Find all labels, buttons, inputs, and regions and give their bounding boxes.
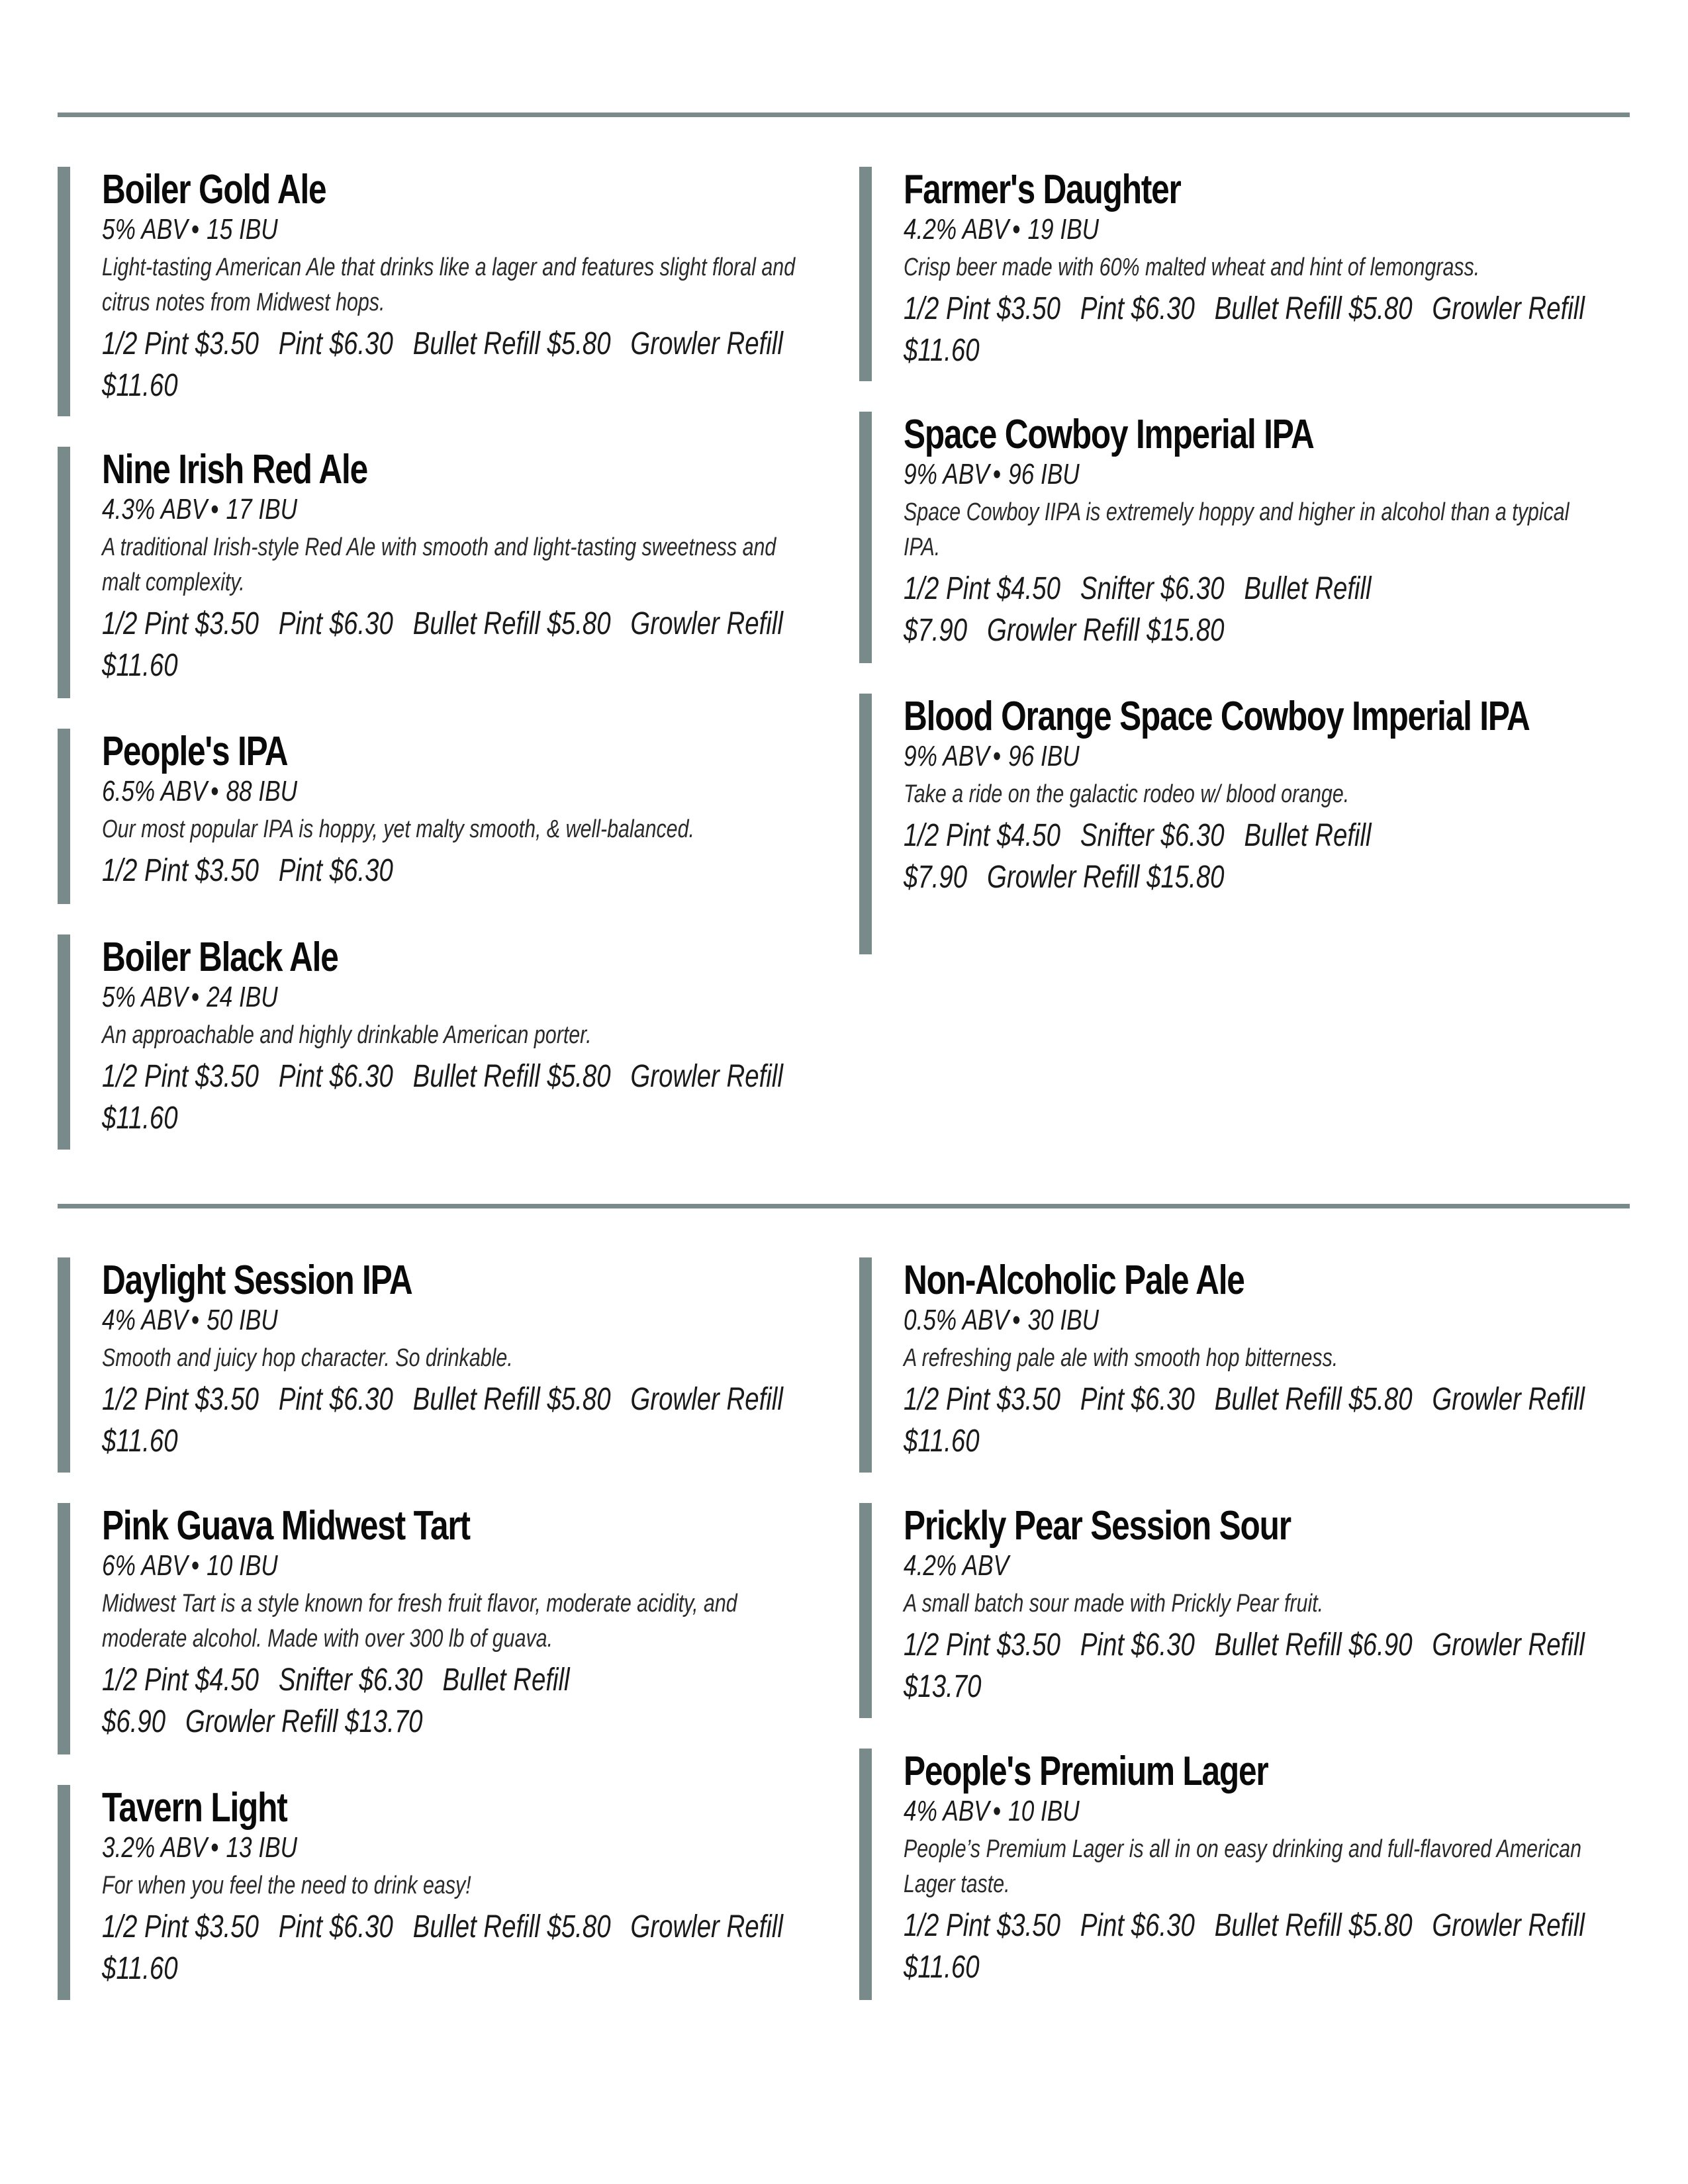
price-item: Bullet Refill $5.80: [1214, 1382, 1413, 1417]
ibu: 30 IBU: [1027, 1304, 1100, 1336]
price-item: Growler Refill $11.60: [904, 1908, 1585, 1985]
section-1-left-column: [58, 167, 799, 1180]
price-item: Snifter $6.30: [1080, 818, 1225, 853]
beer-card-peoples-ipa: [58, 729, 799, 904]
price-list: [102, 1903, 796, 1991]
beer-stats: [904, 210, 1592, 249]
price-list: [102, 600, 796, 688]
beer-stats: [102, 1301, 790, 1340]
price-list: [904, 1376, 1597, 1463]
price-list: [102, 1376, 796, 1463]
abv: 0.5% ABV: [904, 1304, 1009, 1336]
price-item: Pint $6.30: [278, 1059, 393, 1094]
price-item: 1/2 Pint $3.50: [102, 326, 259, 361]
price-item: Growler Refill $11.60: [102, 606, 783, 683]
price-item: Bullet Refill $5.80: [412, 326, 611, 361]
beer-stats: [102, 210, 790, 249]
beer-stats: [904, 455, 1592, 494]
price-item: Pint $6.30: [1080, 1627, 1195, 1662]
price-item: Growler Refill $11.60: [904, 1382, 1585, 1459]
price-item: 1/2 Pint $3.50: [102, 1059, 259, 1094]
separator-dot-icon: •: [210, 1831, 219, 1864]
price-item: Pint $6.30: [278, 326, 393, 361]
price-item: Growler Refill $11.60: [904, 291, 1585, 368]
beer-description: An approachable and highly drinkable American porter.: [102, 1021, 592, 1049]
beer-stats: [904, 1547, 1592, 1585]
price-item: 1/2 Pint $3.50: [904, 1908, 1060, 1943]
beer-card-peoples-premium-lager: [859, 1749, 1601, 2000]
separator-dot-icon: •: [191, 213, 199, 246]
price-item: Bullet Refill $5.80: [412, 1059, 611, 1094]
ibu: 96 IBU: [1008, 458, 1080, 490]
beer-description: A small batch sour made with Prickly Pear fruit.: [904, 1590, 1324, 1617]
price-list: [102, 847, 796, 893]
separator-dot-icon: •: [992, 458, 1001, 490]
ibu: 19 IBU: [1027, 213, 1100, 246]
beer-description: Smooth and juicy hop character. So drinkable.: [102, 1344, 513, 1372]
price-item: Pint $6.30: [278, 1382, 393, 1417]
abv: 4.2% ABV: [904, 213, 1009, 246]
beer-description: A traditional Irish-style Red Ale with smooth and light-tasting sweetness and malt complexity.: [102, 533, 776, 596]
beer-name: People's IPA: [102, 729, 288, 774]
separator-dot-icon: •: [191, 1549, 199, 1582]
section-2-right-column: [859, 1257, 1601, 2030]
price-item: 1/2 Pint $4.50: [904, 571, 1060, 606]
price-item: Pint $6.30: [1080, 291, 1195, 326]
price-item: Bullet Refill $5.80: [412, 606, 611, 641]
price-item: Bullet Refill $5.80: [412, 1909, 611, 1944]
beer-card-non-alcoholic-pale-ale: [859, 1257, 1601, 1473]
beer-stats: [102, 1547, 790, 1585]
beer-card-nine-irish-red-ale: [58, 447, 799, 698]
abv: 4% ABV: [904, 1795, 990, 1827]
price-item: Bullet Refill $7.90: [904, 571, 1372, 648]
price-item: 1/2 Pint $3.50: [102, 1382, 259, 1417]
section-2-left-column: [58, 1257, 799, 2030]
beer-name: Non-Alcoholic Pale Ale: [904, 1257, 1244, 1303]
abv: 3.2% ABV: [102, 1831, 208, 1864]
beer-description: For when you feel the need to drink easy!: [102, 1872, 471, 1899]
beer-name: Tavern Light: [102, 1785, 287, 1831]
beer-description: Midwest Tart is a style known for fresh fruit flavor, moderate acidity, and moderate alcohol. Made with over 300 lb of guava.: [102, 1590, 737, 1653]
beer-name: Daylight Session IPA: [102, 1257, 412, 1303]
price-item: Pint $6.30: [278, 606, 393, 641]
beer-name: Boiler Black Ale: [102, 934, 338, 980]
price-list: [904, 1902, 1597, 1989]
abv: 9% ABV: [904, 458, 990, 490]
price-item: Bullet Refill $5.80: [1214, 1908, 1413, 1943]
separator-dot-icon: •: [992, 740, 1001, 772]
beer-description: Crisp beer made with 60% malted wheat and hint of lemongrass.: [904, 253, 1480, 281]
price-item: Bullet Refill $6.90: [1214, 1627, 1413, 1662]
price-item: Growler Refill $13.70: [185, 1704, 423, 1739]
price-item: Growler Refill $11.60: [102, 1059, 783, 1136]
abv: 4% ABV: [102, 1304, 188, 1336]
price-item: Growler Refill $11.60: [102, 1382, 783, 1459]
price-list: [102, 320, 796, 408]
beer-description: Our most popular IPA is hoppy, yet malty smooth, & well-balanced.: [102, 815, 694, 843]
price-list: [904, 565, 1433, 653]
beer-stats: [904, 1301, 1592, 1340]
ibu: 24 IBU: [207, 981, 278, 1013]
abv: 5% ABV: [102, 213, 188, 246]
beer-name: Farmer's Daughter: [904, 167, 1181, 212]
price-list: [102, 1053, 796, 1140]
beer-stats: [904, 1792, 1592, 1831]
ibu: 96 IBU: [1008, 740, 1080, 772]
beer-card-space-cowboy-imperial-ipa: [859, 412, 1601, 663]
price-item: 1/2 Pint $3.50: [102, 853, 259, 888]
price-item: 1/2 Pint $3.50: [102, 606, 259, 641]
section-1-right-column: [859, 167, 1601, 985]
ibu: 13 IBU: [226, 1831, 298, 1864]
beer-stats: [102, 978, 790, 1017]
price-item: 1/2 Pint $3.50: [904, 1382, 1060, 1417]
price-item: 1/2 Pint $3.50: [102, 1909, 259, 1944]
beer-name: Prickly Pear Session Sour: [904, 1503, 1291, 1549]
separator-dot-icon: •: [1011, 1304, 1021, 1336]
beer-stats: [102, 772, 790, 811]
separator-dot-icon: •: [1011, 213, 1021, 246]
beer-stats: [102, 490, 790, 529]
price-item: Growler Refill $15.80: [986, 613, 1225, 648]
price-item: Pint $6.30: [1080, 1382, 1195, 1417]
beer-card-pink-guava-midwest-tart: [58, 1503, 799, 1754]
price-item: Bullet Refill $7.90: [904, 818, 1372, 895]
beer-description: Space Cowboy IIPA is extremely hoppy and higher in alcohol than a typical IPA.: [904, 498, 1570, 561]
abv: 6% ABV: [102, 1549, 188, 1582]
abv: 9% ABV: [904, 740, 990, 772]
beer-card-prickly-pear-session-sour: [859, 1503, 1601, 1718]
ibu: 50 IBU: [207, 1304, 278, 1336]
price-item: Bullet Refill $5.80: [412, 1382, 611, 1417]
price-item: 1/2 Pint $4.50: [102, 1662, 259, 1698]
price-item: Snifter $6.30: [278, 1662, 423, 1698]
beer-card-boiler-black-ale: [58, 934, 799, 1150]
abv: 5% ABV: [102, 981, 188, 1013]
price-list: [102, 1657, 632, 1744]
separator-dot-icon: •: [191, 1304, 199, 1336]
beer-name: Boiler Gold Ale: [102, 167, 326, 212]
beer-description: Light-tasting American Ale that drinks like a lager and features slight floral and citrus notes from Midwest hops.: [102, 253, 796, 316]
section-divider-top: [58, 113, 1630, 117]
beer-stats: [102, 1829, 790, 1867]
beer-stats: [904, 737, 1592, 776]
price-list: [904, 812, 1433, 899]
beer-name: People's Premium Lager: [904, 1749, 1268, 1794]
price-item: 1/2 Pint $3.50: [904, 1627, 1060, 1662]
beer-name: Blood Orange Space Cowboy Imperial IPA: [904, 694, 1530, 739]
price-item: Growler Refill $11.60: [102, 1909, 783, 1986]
beer-card-daylight-session-ipa: [58, 1257, 799, 1473]
abv: 6.5% ABV: [102, 775, 208, 807]
separator-dot-icon: •: [992, 1795, 1001, 1827]
price-list: [904, 1621, 1597, 1709]
ibu: 15 IBU: [207, 213, 278, 246]
price-item: 1/2 Pint $3.50: [904, 291, 1060, 326]
beer-card-blood-orange-space-cowboy: [859, 694, 1601, 954]
price-item: Growler Refill $11.60: [102, 326, 783, 403]
ibu: 88 IBU: [226, 775, 298, 807]
separator-dot-icon: •: [191, 981, 199, 1013]
price-item: Bullet Refill $5.80: [1214, 291, 1413, 326]
beer-card-tavern-light: [58, 1785, 799, 2000]
price-item: Growler Refill $13.70: [904, 1627, 1585, 1704]
ibu: 17 IBU: [226, 493, 298, 525]
separator-dot-icon: •: [210, 493, 219, 525]
price-item: Snifter $6.30: [1080, 571, 1225, 606]
price-item: Growler Refill $15.80: [986, 860, 1225, 895]
beer-card-farmers-daughter: [859, 167, 1601, 381]
beer-name: Nine Irish Red Ale: [102, 447, 368, 492]
beer-description: People’s Premium Lager is all in on easy drinking and full-flavored American Lager taste.: [904, 1835, 1581, 1898]
price-item: Bullet Refill $6.90: [102, 1662, 570, 1739]
ibu: 10 IBU: [207, 1549, 278, 1582]
separator-dot-icon: •: [210, 775, 219, 807]
price-item: 1/2 Pint $4.50: [904, 818, 1060, 853]
price-item: Pint $6.30: [278, 853, 393, 888]
price-item: Pint $6.30: [278, 1909, 393, 1944]
price-item: Pint $6.30: [1080, 1908, 1195, 1943]
beer-name: Pink Guava Midwest Tart: [102, 1503, 470, 1549]
price-list: [904, 285, 1597, 373]
ibu: 10 IBU: [1008, 1795, 1080, 1827]
abv: 4.3% ABV: [102, 493, 208, 525]
beer-card-boiler-gold-ale: [58, 167, 799, 416]
section-divider-middle: [58, 1204, 1630, 1208]
beer-description: Take a ride on the galactic rodeo w/ blood orange.: [904, 780, 1350, 808]
abv: 4.2% ABV: [904, 1549, 1009, 1582]
beer-name: Space Cowboy Imperial IPA: [904, 412, 1314, 457]
beer-description: A refreshing pale ale with smooth hop bitterness.: [904, 1344, 1338, 1372]
